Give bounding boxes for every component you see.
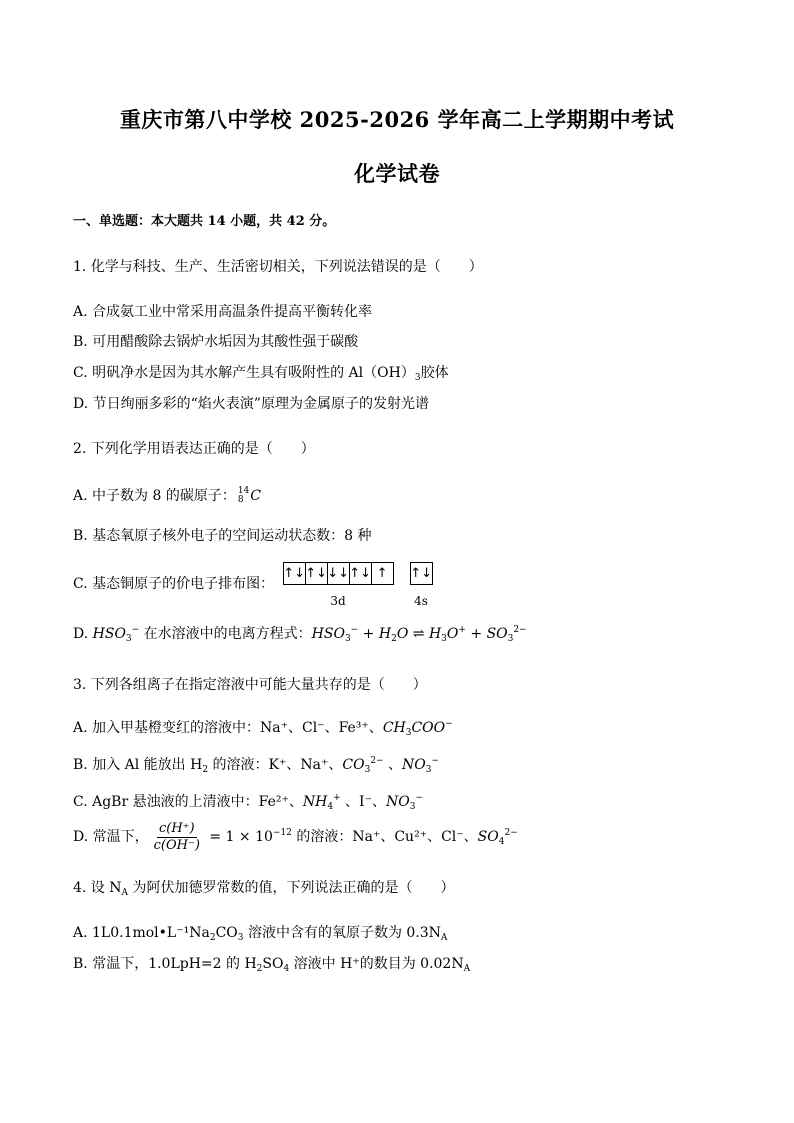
- q3-option-d-text: D. 常温下，: [73, 829, 149, 845]
- orbital-3d-box: ↑: [376, 565, 388, 581]
- q1-option-c-sub: 3: [414, 373, 421, 383]
- orbital-diagram: [283, 562, 433, 613]
- q2-option-b: B. 基态氧原子核外电子的空间运动状态数：8 种: [73, 528, 372, 544]
- q3-option-a: [73, 719, 453, 737]
- q2-option-c: [73, 562, 433, 613]
- acetate-ion: $CH_3COO^-$: [382, 719, 453, 738]
- orbital-3d-box: ↓↓: [328, 563, 350, 584]
- q1-option-c-tail: 胶体: [420, 365, 449, 381]
- orbital-3d-group: [283, 562, 394, 613]
- nitrate-ion: $NO_3^-$: [385, 793, 423, 812]
- q4-stem: 4. 设 $N_A$ 为阿伏加德罗常数的值，下列说法正确的是（ ）: [73, 880, 455, 898]
- mass-number: 14: [237, 486, 250, 496]
- concentration-ratio: $\frac{c(H^+)}{c(OH^-)}$: [153, 820, 200, 853]
- q2-option-d: [73, 625, 527, 643]
- q2-option-a-text: A. 中子数为 8 的碳原子：: [73, 488, 236, 504]
- q2-stem: 2. 下列化学用语表达正确的是（ ）: [73, 441, 315, 457]
- q1-option-b: B. 可用醋酸除去锅炉水垢因为其酸性强于碳酸: [73, 334, 359, 350]
- orbital-4s-label: 4s: [414, 594, 428, 608]
- q1-option-d: D. 节日绚丽多彩的“焰火表演”原理为金属原子的发射光谱: [73, 396, 429, 412]
- exam-subtitle: 化学试卷: [354, 161, 440, 186]
- orbital-3d-label: 3d: [330, 594, 346, 608]
- q3-option-a-text: A. 加入甲基橙变红的溶液中：Na⁺、Cl⁻、Fe³⁺、: [73, 720, 383, 736]
- q1-stem: 1. 化学与科技、生产、生活密切相关，下列说法错误的是（ ）: [73, 259, 483, 275]
- q3-option-c: C. AgBr 悬浊液的上清液中：Fe²⁺、$NH_4^+$ 、I⁻、$NO_3^-$: [73, 793, 423, 812]
- orbital-3d-box: ↑↓: [350, 563, 372, 584]
- q1-option-c-text: C. 明矾净水是因为其水解产生具有吸附性的 Al（OH）: [73, 365, 415, 381]
- sulfate-ion: $SO_4^{2-}$: [477, 828, 518, 847]
- q3-option-b-text: B. 加入 Al 能放出 H: [73, 757, 203, 773]
- q2-option-a: [73, 487, 261, 505]
- orbital-3d-box: ↑↓: [306, 563, 328, 584]
- q1-option-c: [73, 364, 449, 382]
- hso3-ion: $HSO_3^-$: [92, 625, 140, 644]
- carbonate-ion: $CO_3^{2-}$: [342, 756, 384, 775]
- q3-option-c-text: C. AgBr 悬浊液的上清液中：Fe²⁺、: [73, 794, 303, 810]
- ionization-equation: $HSO_3^- + H_2O$ ⇌ $H_3O^+ + SO_3^{2-}$: [311, 625, 527, 644]
- q2-option-c-text: C. 基态铜原子的价电子排布图：: [73, 576, 275, 592]
- orbital-4s-box: ↑↓: [410, 565, 432, 581]
- option-letter: D.: [73, 626, 93, 642]
- orbital-3d-box: ↑↓: [284, 563, 306, 584]
- q3-stem: 3. 下列各组离子在指定溶液中可能大量共存的是（ ）: [73, 677, 427, 693]
- q3-option-b: B. 加入 Al 能放出 $H_2$ 的溶液：K⁺、Na⁺、$CO_3^{2-}$ 、$NO_3^-$: [73, 756, 440, 775]
- nuclide-notation: [238, 487, 249, 505]
- q4-option-b: B. 常温下，1.0LpH=2 的 $H_2SO_4$ 溶液中 H⁺的数目为 $0.02N_A$: [73, 956, 471, 974]
- q2-option-d-text: 在水溶液中的电离方程式：: [139, 626, 312, 642]
- element-symbol: C: [250, 488, 261, 504]
- ammonium-ion: $NH_4^+$: [302, 793, 341, 812]
- nitrate-ion: $NO_3^-$: [402, 756, 440, 775]
- atomic-number: 8: [237, 495, 244, 505]
- q3-option-d: D. 常温下， $\frac{c(H^+)}{c(OH^-)}$ = $1 \times 10^{-12}$ 的溶液：Na⁺、Cu²⁺、Cl⁻、$SO_4^{2-}$: [73, 820, 518, 853]
- exam-title: 重庆市第八中学校 2025-2026 学年高二上学期期中考试: [119, 107, 675, 132]
- q4-option-a: A. $1L0.1mol•L^{-1}Na_2CO_3$ 溶液中含有的氧原子数为 $0.3N_A$: [73, 925, 448, 943]
- section-heading: 一、单选题：本大题共 14 小题，共 42 分。: [73, 214, 336, 229]
- q1-option-a: A. 合成氨工业中常采用高温条件提高平衡转化率: [73, 304, 373, 320]
- orbital-4s-group: [410, 562, 433, 613]
